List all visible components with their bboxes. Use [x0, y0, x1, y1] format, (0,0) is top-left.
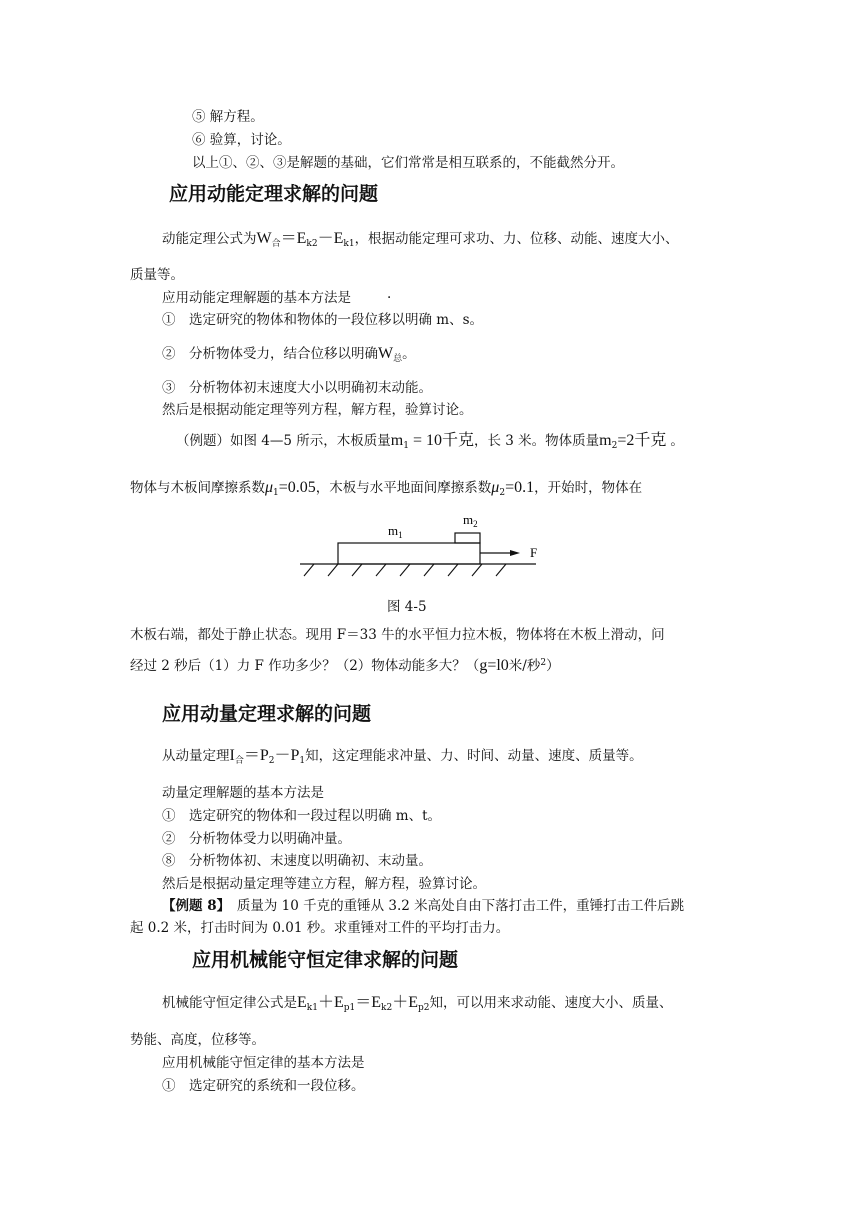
momentum-formula-i-sub: 合 — [234, 756, 244, 766]
kinetic-method-intro — [162, 289, 391, 307]
figure-4-5-diagram — [296, 506, 546, 586]
example-cont-2-prefix: 经过 2 秒后（1）力 F 作功多少？（2）物体动能多大？（ — [130, 658, 480, 674]
momentum-step-1: ① 选定研究的物体和一段过程以明确 m、t。 — [162, 808, 442, 824]
kinetic-formula-w-sub: 合 — [271, 239, 281, 249]
friction-prefix: 物体与木板间摩擦系数 — [130, 480, 265, 496]
m1-label: $m_1$ — [388, 523, 403, 540]
mech-k1: k1 — [306, 1003, 318, 1013]
example-line-1 — [176, 432, 684, 450]
kinetic-step-2-sub: 总 — [393, 354, 403, 364]
kinetic-formula-k1: k1 — [343, 239, 355, 249]
mech-eq: ＝E — [355, 994, 382, 1011]
mech-plus-1: ＋E — [317, 994, 344, 1011]
force-arrow-head — [510, 550, 520, 556]
example-8-label: 【例题 8】 — [162, 898, 224, 914]
example-prefix: （例题）如图 4—5 所示，木板质量 — [176, 433, 391, 449]
kinetic-method-intro-text: 应用动能定理解题的基本方法是 — [162, 290, 351, 306]
example-m1-val: = 10千克 — [408, 432, 474, 449]
momentum-formula-i: I — [229, 747, 235, 764]
mech-formula-line — [162, 994, 673, 1012]
momentum-step-2: ② 分析物体受力以明确冲量。 — [162, 831, 351, 847]
kinetic-step-3: ③ 分析物体初末速度大小以明确初末动能。 — [162, 380, 432, 396]
mech-method-intro: 应用机械能守恒定律的基本方法是 — [162, 1055, 365, 1071]
section-heading-mechanical-energy: 应用机械能守恒定律求解的问题 — [192, 949, 459, 971]
momentum-formula-suffix: 知，这定理能求冲量、力、时间、动量、速度、质量等。 — [305, 748, 643, 764]
mech-plus-2: ＋E — [392, 994, 418, 1011]
kinetic-step-2 — [162, 345, 416, 363]
momentum-formula-p1-sub: 1 — [299, 756, 306, 766]
example-cont-2 — [130, 657, 560, 675]
example-cont-2-end: ） — [546, 658, 560, 674]
example-m2-val: =2千克 — [617, 432, 667, 449]
mech-p1: p1 — [343, 1003, 356, 1013]
mech-k2: k2 — [381, 1003, 393, 1013]
example-end: 。 — [670, 433, 684, 449]
example-m2-sub: 2 — [611, 441, 618, 451]
momentum-method-intro: 动量定理解题的基本方法是 — [162, 785, 324, 801]
section-heading-momentum: 应用动量定理求解的问题 — [162, 703, 372, 725]
mu-2-value: =0.1 — [505, 479, 535, 496]
ground-hatching — [304, 564, 506, 576]
kinetic-step-2-w: W — [378, 345, 394, 362]
mech-p2: p2 — [418, 1003, 430, 1013]
kinetic-formula-suffix: ，根据动能定理可求功、力、位移、动能、速度大小、 — [354, 231, 679, 247]
example-m1: m — [390, 432, 404, 449]
momentum-then: 然后是根据动量定理等建立方程，解方程，验算讨论。 — [162, 876, 486, 892]
example-cont-1: 木板右端，都处于静止状态。现用 F＝33 牛的水平恒力拉木板，物体将在木板上滑动，问 — [130, 627, 665, 643]
kinetic-formula-line — [162, 230, 679, 248]
momentum-formula-p2-sub: 2 — [268, 756, 275, 766]
momentum-step-3: ⑧ 分析物体初、末速度以明确初、末动量。 — [162, 853, 432, 869]
kinetic-then: 然后是根据动能定理等列方程，解方程，验算讨论。 — [162, 402, 473, 418]
example-8-text-1: 质量为 10 千克的重锤从 3.2 米高处自由下落打击工件，重锤打击工件后跳 — [223, 898, 685, 914]
gravity-unit: 米/秒 — [508, 658, 541, 674]
mu-1-symbol: μ — [265, 479, 274, 496]
mech-formula-suffix: 知，可以用来求动能、速度大小、质量、 — [429, 995, 673, 1011]
summary-text: 以上①、②、③是解题的基础，它们常常是相互联系的，不能截然分开。 — [192, 155, 624, 171]
stray-dot: · — [387, 290, 392, 306]
step-6-text: ⑥ 验算，讨论。 — [192, 132, 291, 148]
block-m2 — [455, 533, 480, 543]
momentum-formula-minus: －P — [274, 747, 300, 764]
mech-formula-prefix: 机械能守恒定律公式是 — [162, 995, 297, 1011]
figure-caption: 图 4-5 — [387, 599, 427, 615]
momentum-example-line-1 — [162, 897, 684, 915]
kinetic-formula-minus: －E — [317, 230, 344, 247]
kinetic-step-2-suffix: 。 — [402, 346, 416, 362]
mech-formula-cont: 势能、高度，位移等。 — [130, 1032, 265, 1048]
friction-line — [130, 479, 642, 497]
step-5-text: ⑤ 解方程。 — [192, 109, 264, 125]
mu-2-symbol: μ — [491, 479, 500, 496]
mech-step-1: ① 选定研究的系统和一段位移。 — [162, 1078, 365, 1094]
mu-1-value: =0.05 — [278, 479, 316, 496]
mu-1-sub: 1 — [273, 488, 279, 498]
gravity-value: g=l0 — [479, 657, 509, 674]
example-m2: m — [599, 432, 612, 449]
kinetic-formula-cont: 质量等。 — [130, 267, 184, 283]
board-m1 — [338, 543, 480, 564]
force-label: F — [530, 545, 538, 560]
momentum-formula-prefix: 从动量定理 — [162, 748, 230, 764]
momentum-example-line-2: 起 0.2 米，打击时间为 0.01 秒。求重锤对工件的平均打击力。 — [130, 920, 510, 936]
kinetic-step-1: ① 选定研究的物体和物体的一段位移以明确 m、s。 — [162, 312, 484, 328]
gravity-unit-sup: 2 — [540, 658, 547, 668]
mu-2-sub: 2 — [499, 488, 506, 498]
friction-suffix: ，开始时，物体在 — [534, 480, 643, 496]
example-mid: ，长 3 米。物体质量 — [473, 433, 600, 449]
m2-label: $m_2$ — [463, 512, 478, 529]
kinetic-formula-prefix: 动能定理公式为 — [162, 231, 257, 247]
momentum-formula-line — [162, 747, 643, 765]
mech-e1: E — [297, 994, 307, 1011]
kinetic-formula-eq: ＝E — [280, 230, 307, 247]
friction-mid: ，木板与水平地面间摩擦系数 — [315, 480, 492, 496]
kinetic-formula-k2: k2 — [306, 239, 318, 249]
example-m1-sub: 1 — [403, 441, 409, 451]
kinetic-formula-w: W — [256, 230, 272, 247]
section-heading-kinetic-energy: 应用动能定理求解的问题 — [169, 183, 379, 205]
kinetic-step-2-prefix: ② 分析物体受力，结合位移以明确 — [162, 346, 378, 362]
momentum-formula-eq: ＝P — [243, 747, 269, 764]
